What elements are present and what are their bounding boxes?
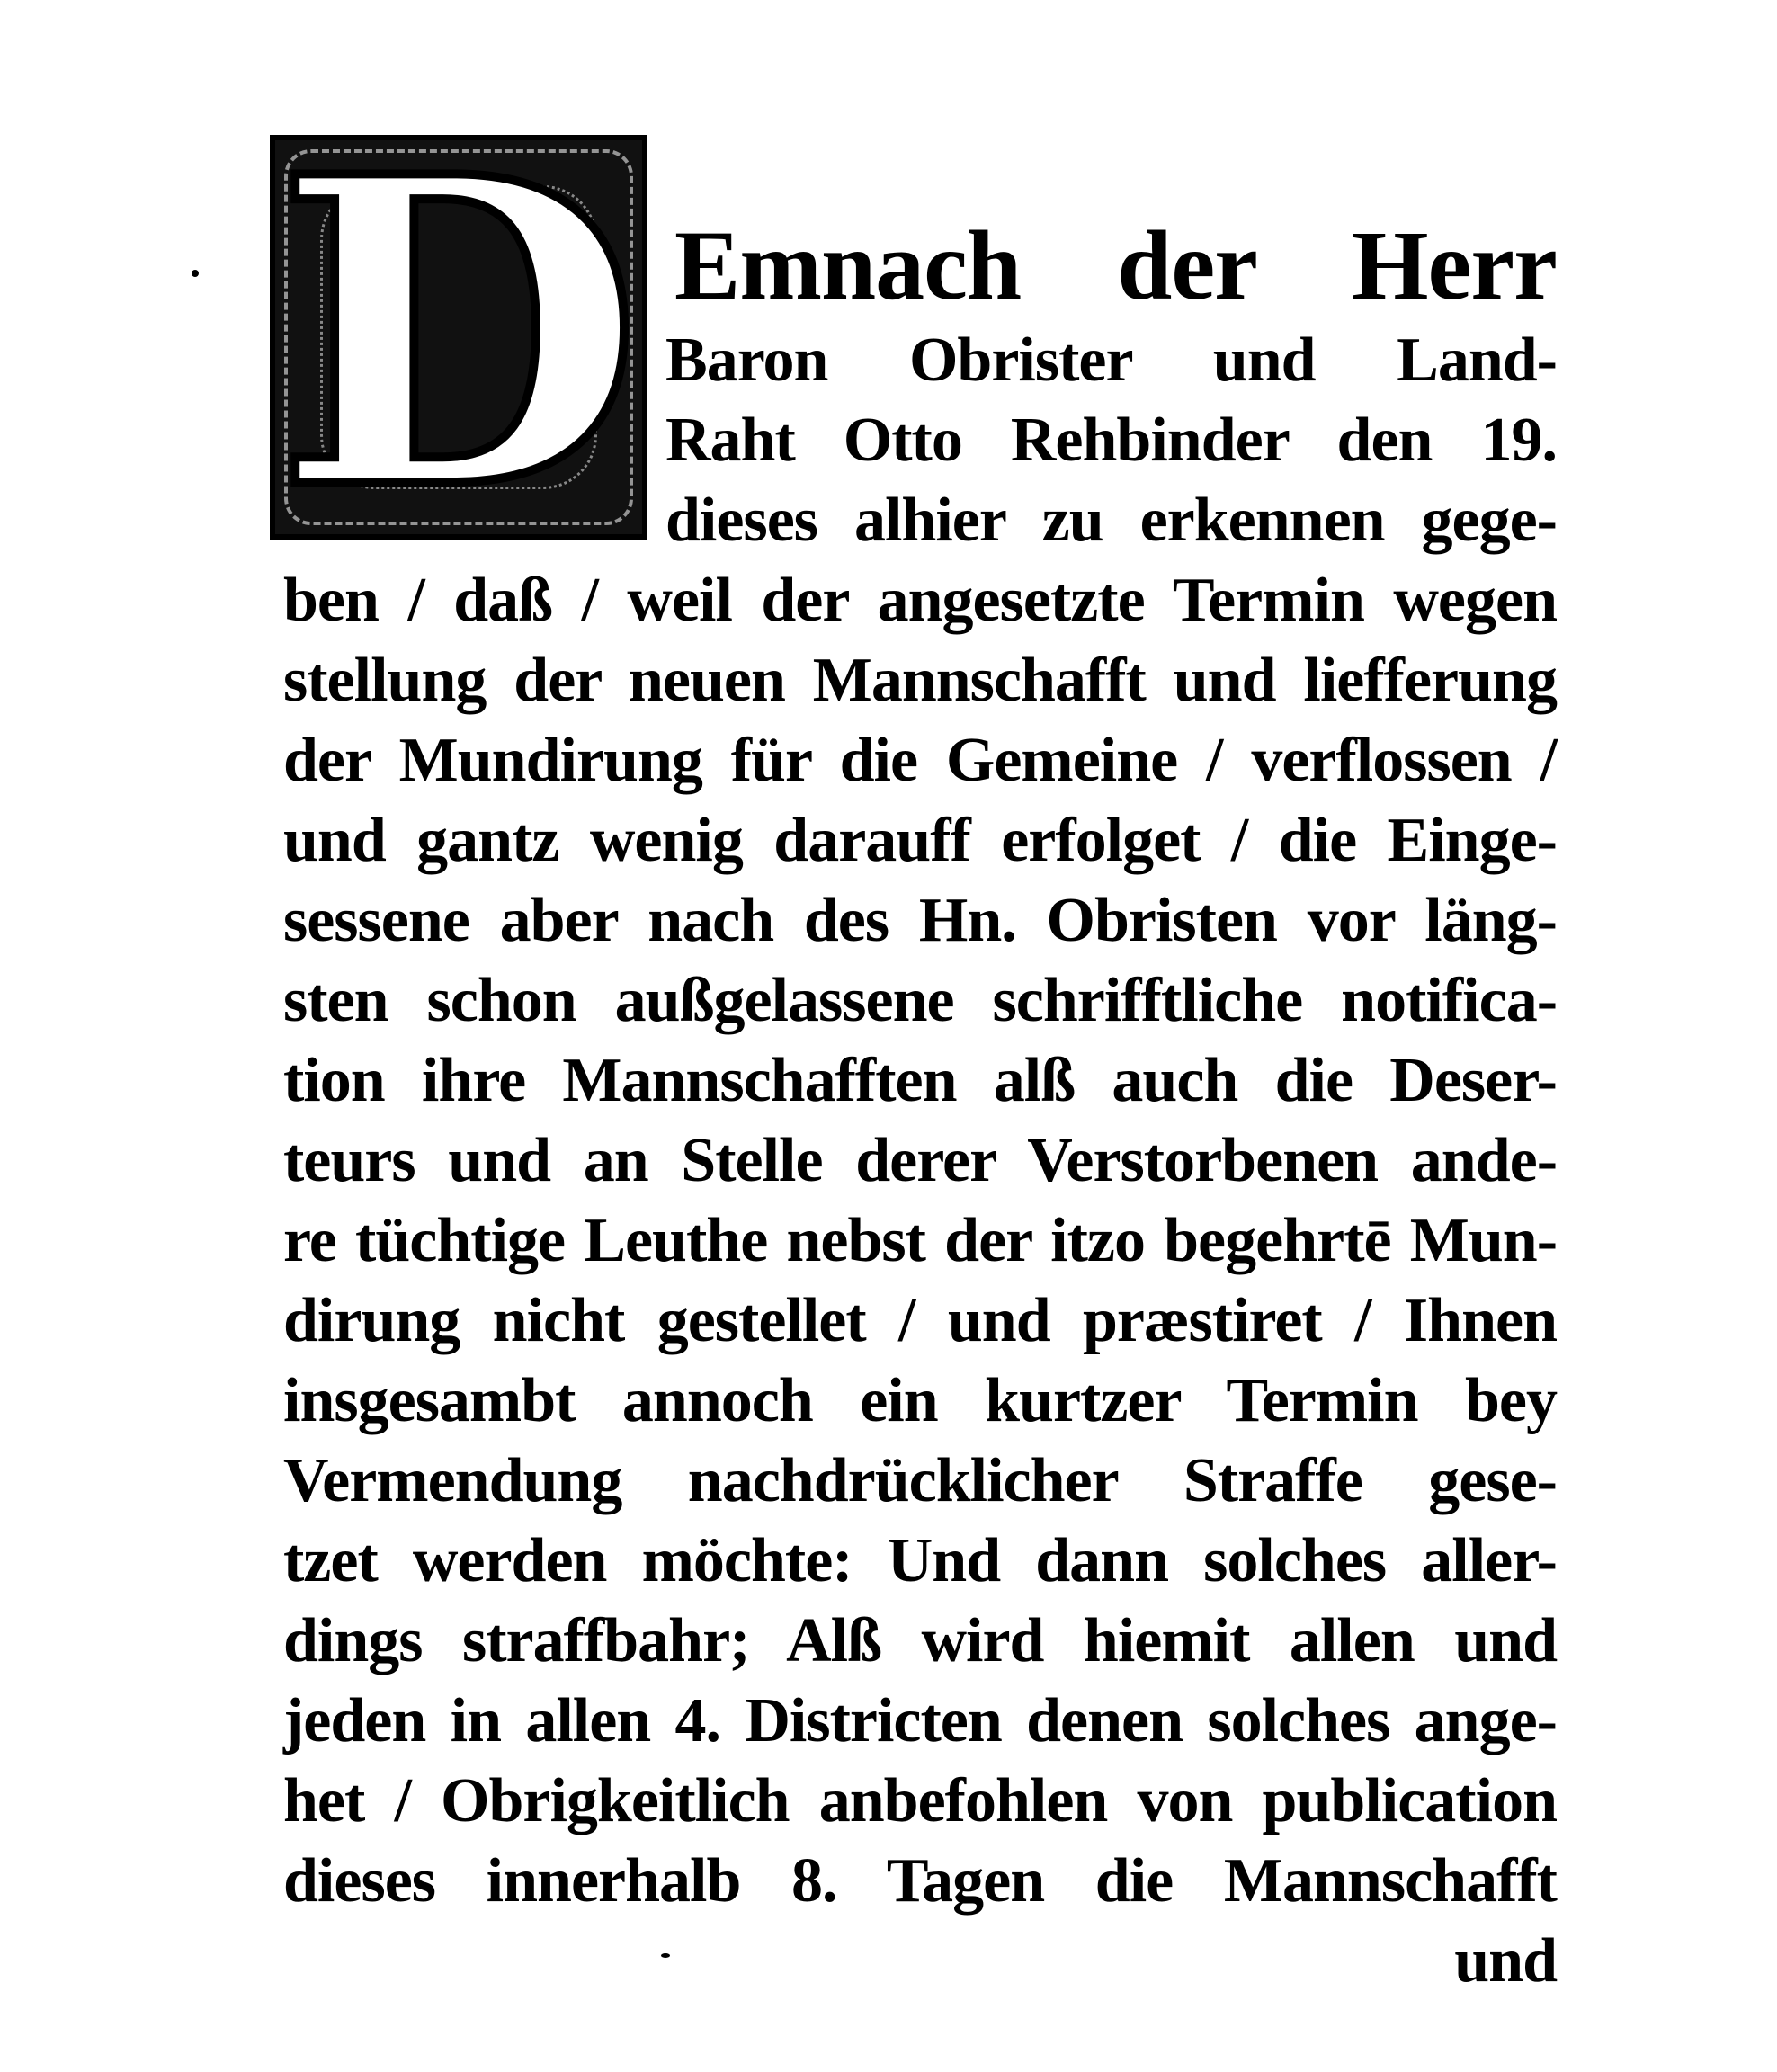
text-line: insgesambt annoch ein kurtzer Termin bey xyxy=(283,1366,1557,1435)
text-line: dieses alhier zu erkennen gege- xyxy=(665,486,1557,555)
text-line: und xyxy=(1454,1926,1557,1996)
text-line: tzet werden möchte: Und dann solches aller- xyxy=(283,1526,1557,1595)
initial-letter: D xyxy=(275,135,642,540)
opening-line: Emnach der Herr xyxy=(674,210,1557,320)
text-line: jeden in allen 4. Districten denen solches ange- xyxy=(283,1686,1557,1755)
text-line: sessene aber nach des Hn. Obristen vor läng- xyxy=(283,886,1557,955)
text-line: dieses innerhalb 8. Tagen die Mannschafft xyxy=(283,1846,1557,1916)
text-line: dings straffbahr; Alß wird hiemit allen und xyxy=(283,1606,1557,1675)
text-line: ben / daß / weil der angesetzte Termin wegen xyxy=(283,566,1557,635)
text-line: Baron Obrister und Land- xyxy=(665,326,1557,395)
text-line: und gantz wenig darauff erfolget / die Einge- xyxy=(283,806,1557,875)
text-line: stellung der neuen Mannschafft und liefferung xyxy=(283,646,1557,715)
scan-speck xyxy=(192,270,199,277)
text-line: dirung nicht gestellet / und præstiret / Ihnen xyxy=(283,1286,1557,1355)
text-line: der Mundirung für die Gemeine / verflossen / xyxy=(283,726,1557,795)
text-line: het / Obrigkeitlich anbefohlen von publication xyxy=(283,1766,1557,1835)
text-line: tion ihre Mannschafften alß auch die Deser- xyxy=(283,1046,1557,1115)
text-line: Vermendung nachdrücklicher Straffe gese- xyxy=(283,1446,1557,1515)
text-line: Raht Otto Rehbinder den 19. xyxy=(665,406,1557,475)
text-line: teurs und an Stelle derer Verstorbenen ande- xyxy=(283,1126,1557,1195)
text-line: re tüchtige Leuthe nebst der itzo begehrtē Mun- xyxy=(283,1206,1557,1275)
scan-speck xyxy=(661,1953,670,1958)
text-line: sten schon außgelassene schrifftliche notifica- xyxy=(283,966,1557,1035)
ornamental-initial xyxy=(270,135,647,540)
